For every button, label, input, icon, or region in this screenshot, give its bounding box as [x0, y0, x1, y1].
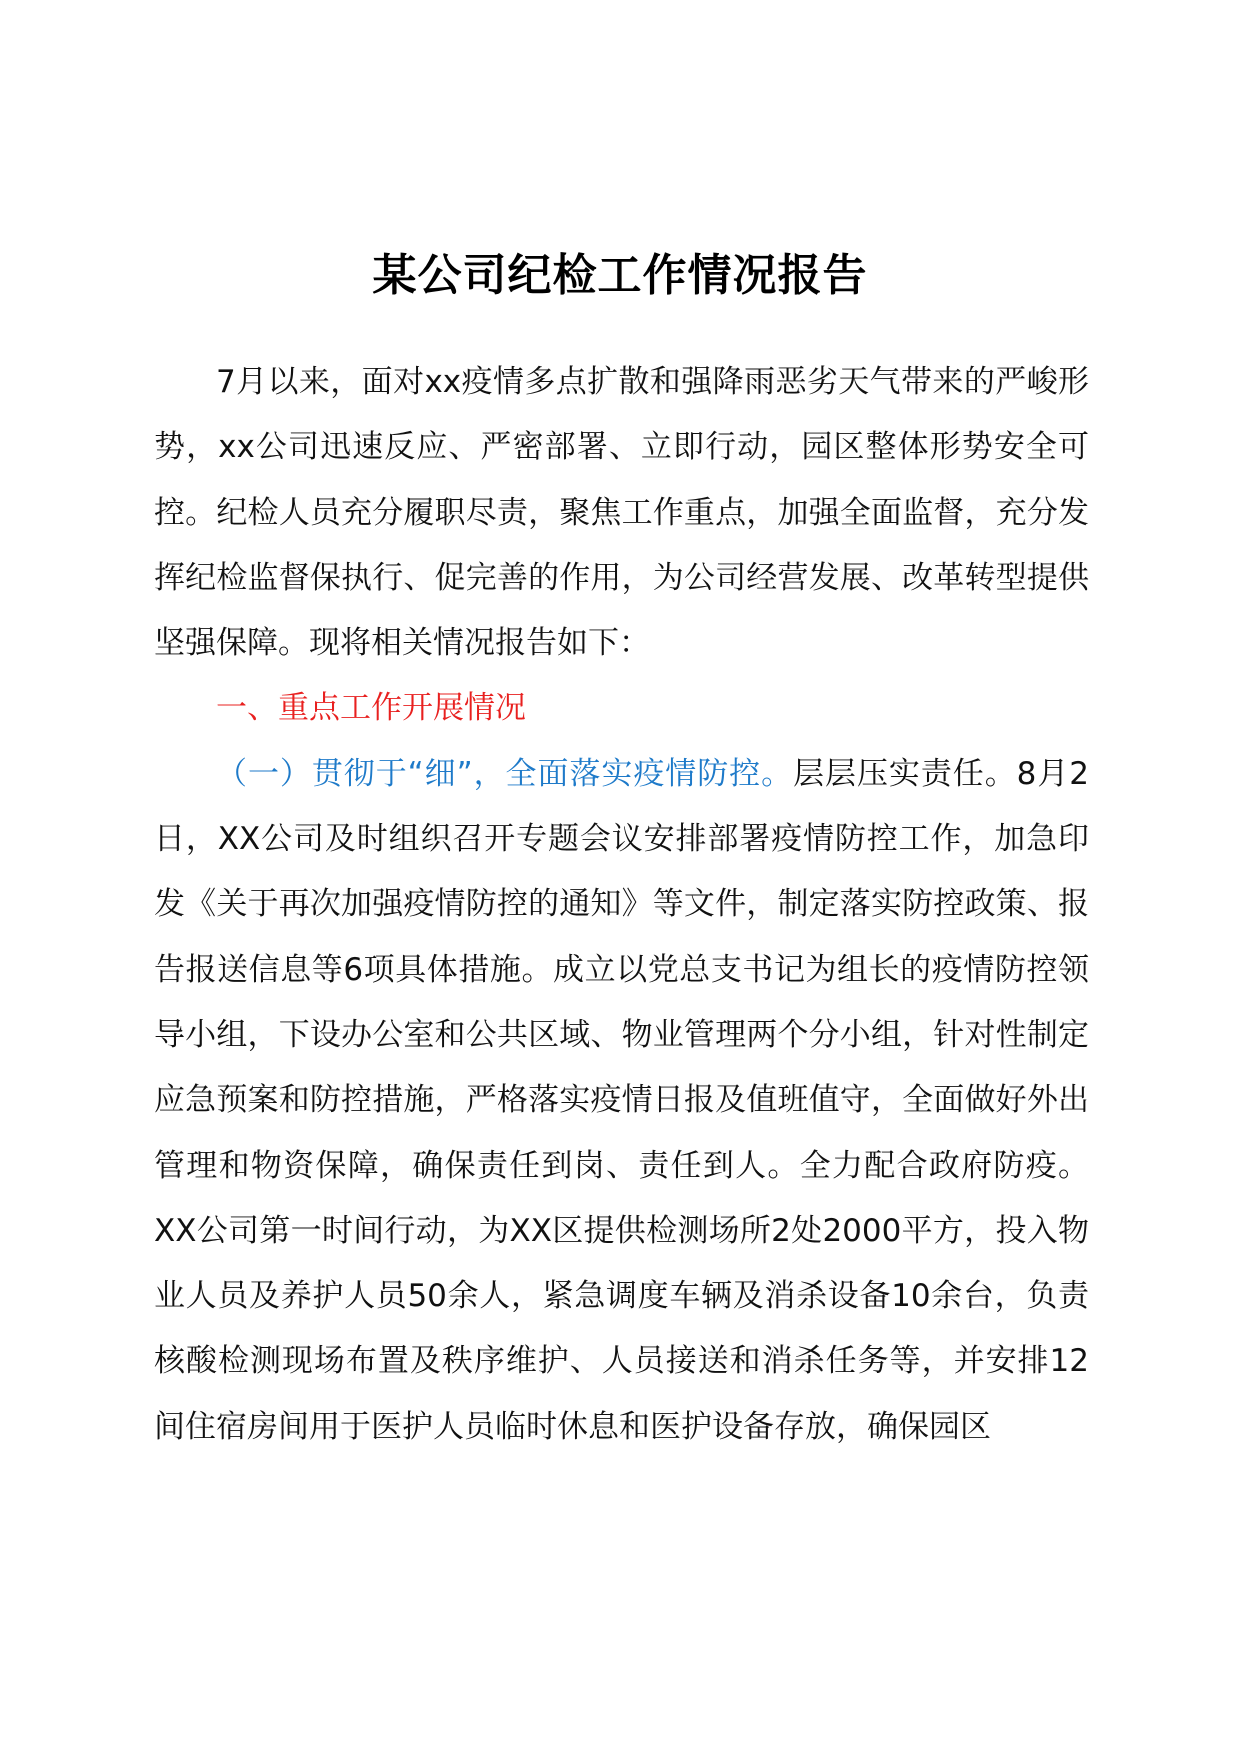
subsection-paragraph — [154, 742, 1089, 1460]
subsection-heading: （一）贯彻于“细”，全面落实疫情防控。 — [216, 755, 794, 792]
subsection-body: 层层压实责任。8月2日，XX公司及时组织召开专题会议安排部署疫情防控工作，加急印发《关于再次加强疫情防控的通知》等文件，制定落实防控政策、报告报送信息等6项具体措施。成立以党总支书记为组长的疫情防控领导小组，下设办公室和公共区域、物业管理两个分小组，针对性制定应急预案和防控措施，严格落实疫情日报及值班值守，全面做好外出管理和物资保障，确保责任到岗、责任到人。全力配合政府防疫。XX公司第一时间行动，为XX区提供检测场所2处2000平方，投入物业人员及养护人员50余人，紧急调度车辆及消杀设备10余台，负责核酸检测现场布置及秩序维护、人员接送和消杀任务等，并安排12间住宿房间用于医护人员临时休息和医护设备存放，确保园区 — [154, 755, 1090, 1445]
document-body — [154, 350, 1089, 1460]
intro-paragraph: 7月以来，面对xx疫情多点扩散和强降雨恶劣天气带来的严峻形势，xx公司迅速反应、严密部署、立即行动，园区整体形势安全可控。纪检人员充分履职尽责，聚焦工作重点，加强全面监督，充分发挥纪检监督保执行、促完善的作用，为公司经营发展、改革转型提供坚强保障。现将相关情况报告如下： — [154, 364, 1089, 662]
document-title: 某公司纪检工作情况报告 — [372, 250, 868, 301]
section-heading: 一、重点工作开展情况 — [216, 690, 526, 727]
